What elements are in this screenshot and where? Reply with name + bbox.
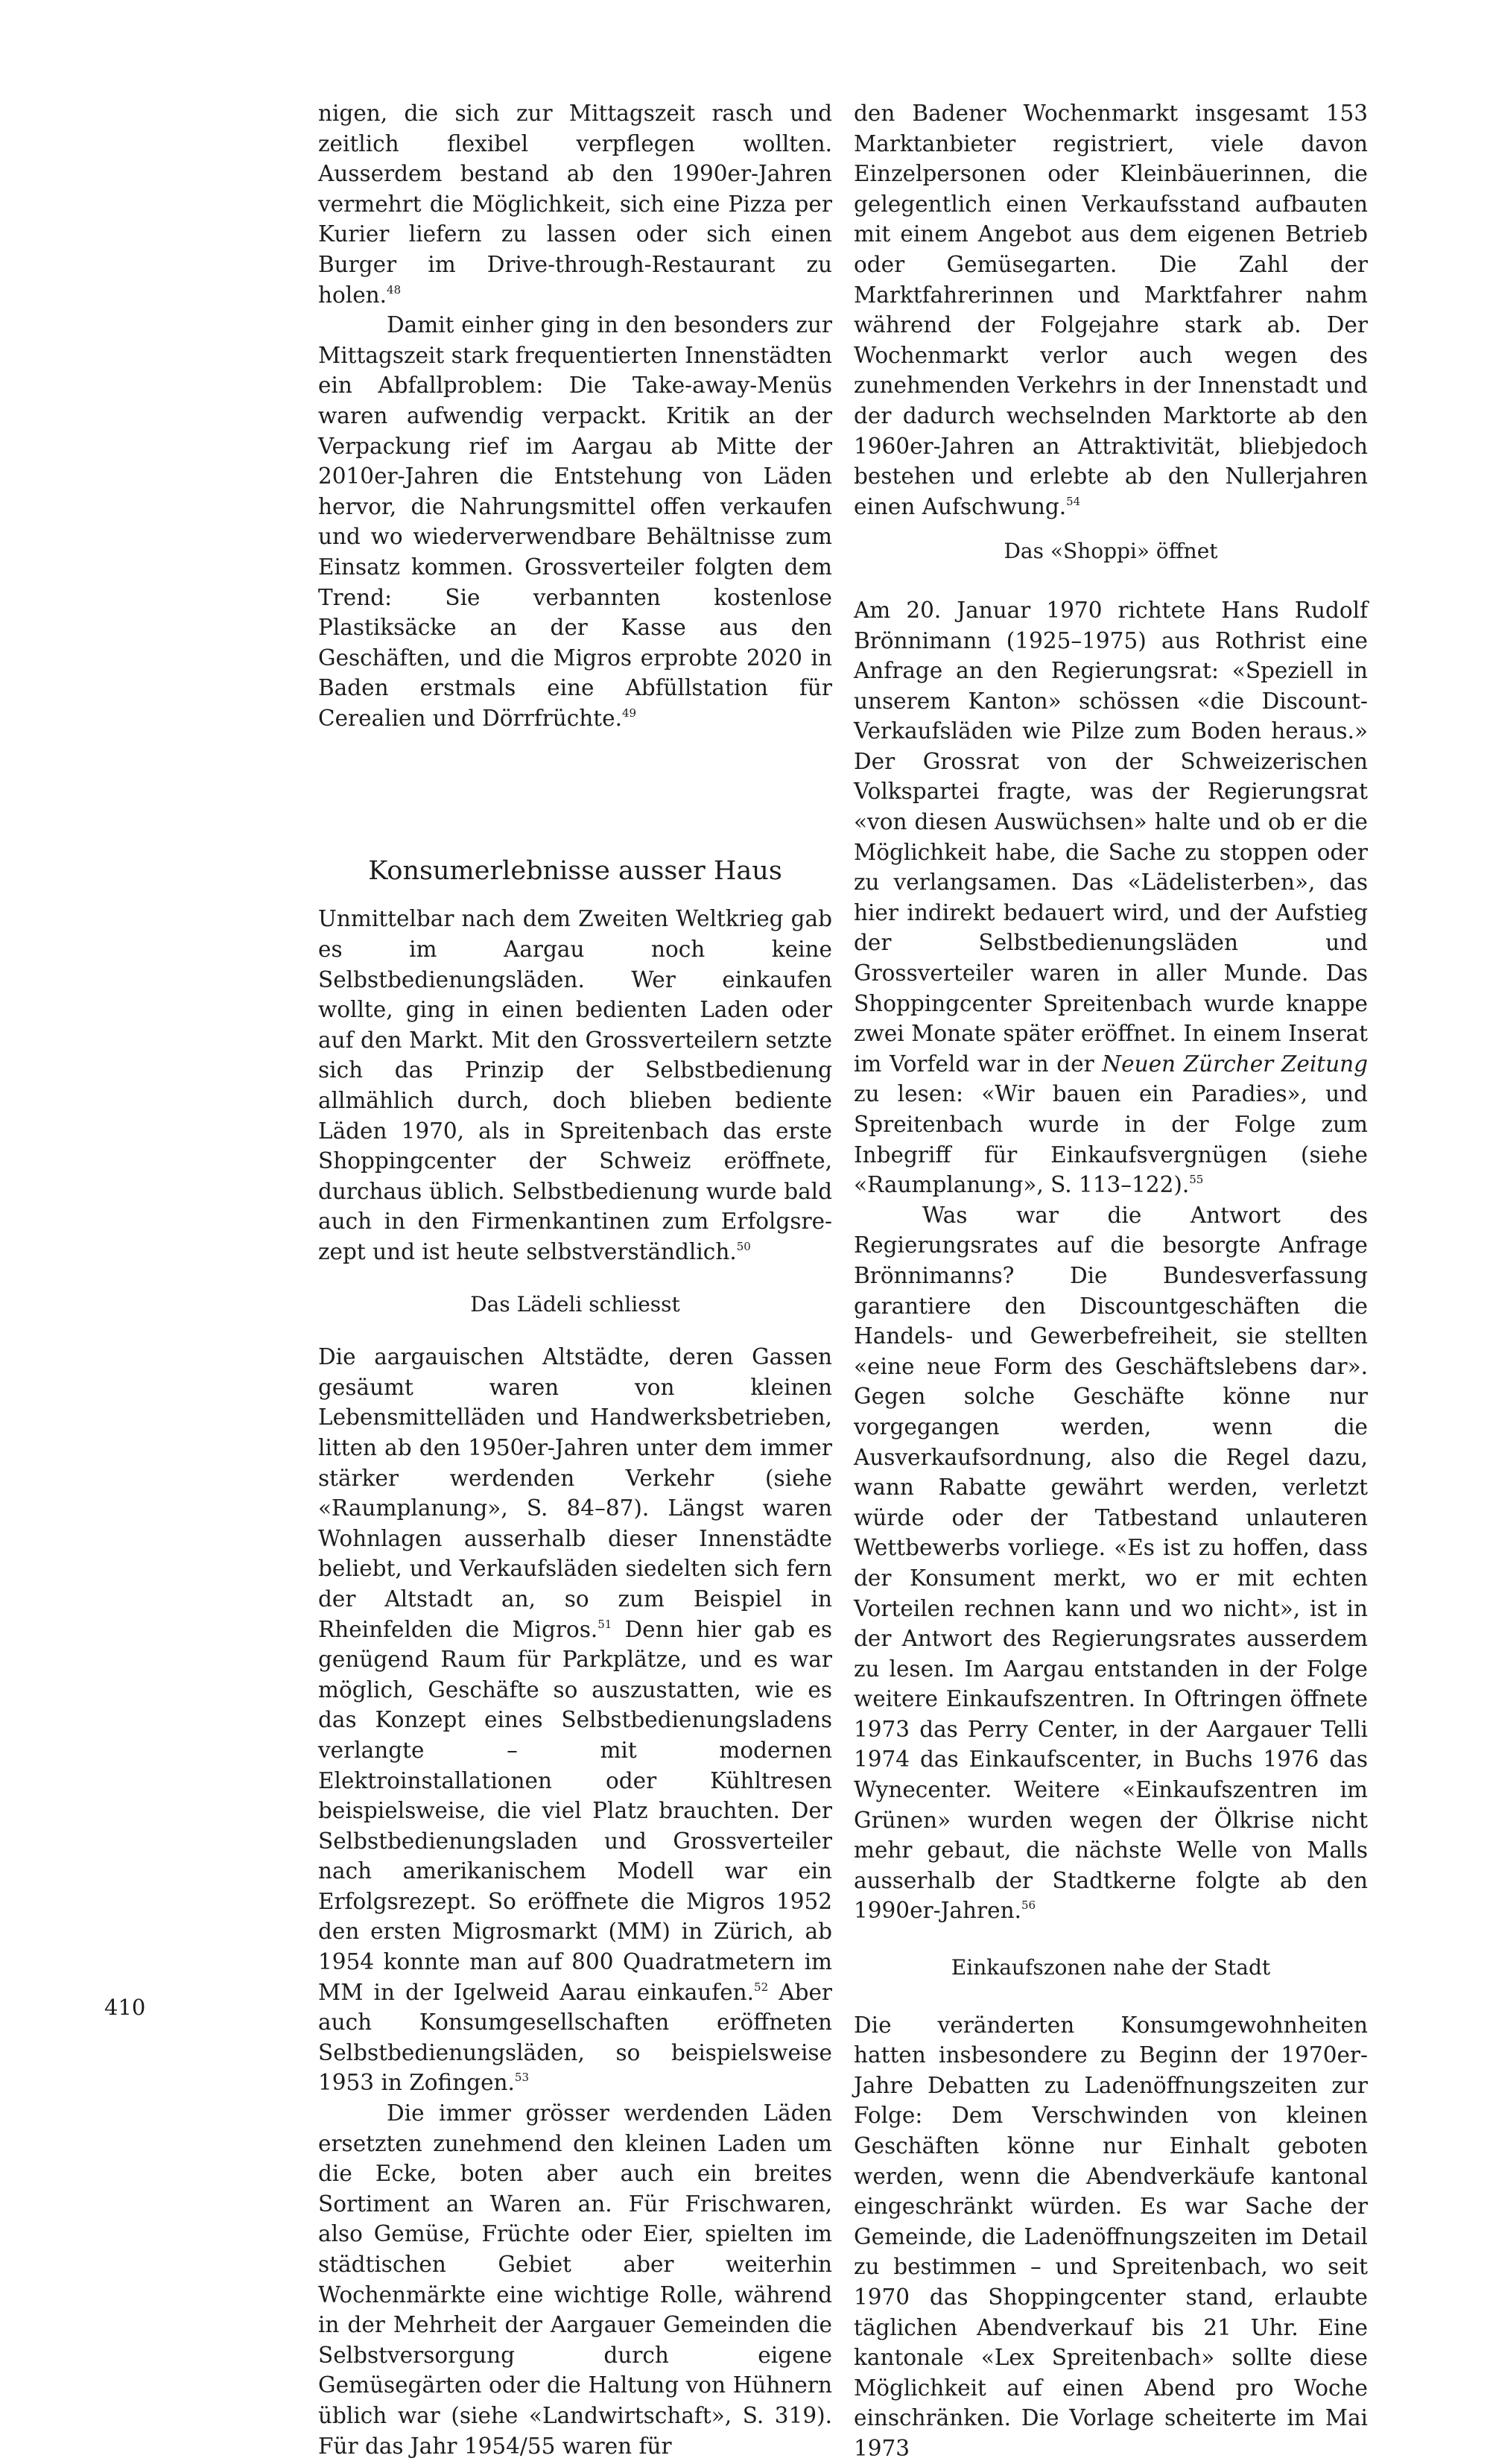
paragraph-opening-hours: Die veränderten Konsumgewohnheiten hatten insbesondere zu Beginn der 1970er-Jahre Debatten zu Ladenöffnungszeiten zur Folge: Dem Verschwinden von kleinen Geschäften könne nur Einhalt geboten werden, wenn die Abendverkäufe kantonal eingeschränkt würden. Es war Sache der Gemeinde, die Ladenöffnungszeiten im Detail zu bestimmen – und Spreitenbach, wo seit 1970 das Shoppingcenter stand, erlaubte täglichen Abendverkauf bis 21 Uhr. Eine kantonale «Lex Spreitenbach» sollte diese Möglichkeit auf einen Abend pro Woche einschränken. Die Vorlage scheiterte im Mai 1973 [854, 2012, 1368, 2461]
footnote-56: 56 [1021, 1898, 1036, 1913]
footnote-55: 55 [1189, 1173, 1204, 1187]
paragraph-intro-continued: nigen, die sich zur Mittagszeit rasch und zeitlich flexibel verpflegen wollten. Ausserdem bestand ab den 1990er-Jahren vermehrt die Möglichkeit, sich eine Pizza per Kurier liefern zu lassen oder sich einen Burger im Drive-through-Restaurant zu holen.$^{48}$ [318, 101, 832, 308]
paragraph-government-answer: Was war die Antwort des Regierungsrates auf die besorgte Anfrage Brönnimanns? Die Bundesverfassung garantiere den Discountgeschäften die Handels- und Gewerbefreiheit, sie stellten «eine neue Form des Geschäftslebens dar». Gegen solche Geschäfte könne nur vorgegangen werden, wenn die Ausverkaufsordnung, also die Regel dazu, wann Rabatte gewährt werden, verletzt würde oder der Tatbestand unlauteren Wettbewerbs vorliege. «Es ist zu hoffen, dass der Konsument merkt, wo er mit echten Vorteilen rechnen kann und wo nicht», ist in der Antwort des Regierungsrates ausserdem zu lesen. Im Aargau entstanden in der Folge weitere Einkaufszentren. In Oftringen öffnete 1973 das Perry Center, in der Aargauer Telli 1974 das Einkaufscenter, in Buchs 1976 das Wynecenter. Weitere «Einkaufszentren im Grünen» wurden wegen der Ölkrise nicht mehr gebaut, die nächste Welle von Malls ausserhalb der Stadtkerne folgte ab den 1990er-Jahren.$^{56}$ [854, 1202, 1368, 1924]
left-column [318, 98, 832, 2461]
footnote-51: 51 [597, 1617, 612, 1631]
subheading-shoppi: Das «Shoppi» öffnet [1004, 539, 1218, 564]
subheading-laedeli: Das Lädeli schliesst [470, 1291, 680, 1317]
footnote-49: 49 [622, 706, 637, 720]
subheading-shopping-zones: Einkaufszonen nahe der Stadt [951, 1955, 1271, 1980]
paragraph-waste-problem: Damit einher ging in den besonders zur Mittagszeit stark frequentierten Innenstädten ein Abfallproblem: Die Take-away-Menüs waren aufwendig verpackt. Kritik an der Verpackung rief im Aargau ab Mitte der 2010er-Jahren die Entstehung von Läden hervor, die Nahrungsmittel offen verkaufen und wo wiederverwendbare Behältnisse zum Einsatz kommen. Grossverteiler folgten dem Trend: Sie verbannten kostenlose Plastiksäcke an der Kasse aus den Geschäften, und die Migros erprobte 2020 in Baden erstmals eine Abfüllstation für Cerealien und Dörrfrüchte.$^{49}$ [318, 312, 832, 731]
right-column [854, 98, 1368, 2464]
footnote-53: 53 [514, 2071, 530, 2085]
footnote-52: 52 [754, 1980, 769, 1994]
paragraph-broennimann: Am 20. Januar 1970 richtete Hans Rudolf Brönnimann (1925–1975) aus Rothrist eine Anfrage an den Regierungsrat: «Speziell in unserem Kanton» schössen «die Discount-Verkaufsläden wie Pilze zum Boden heraus.» Der Grossrat von der Schweizerischen Volkspartei fragte, was der Regierungsrat «von diesen Auswüchsen» halte und ob er die Möglichkeit habe, die Sache zu stoppen oder zu verlangsamen. Das «Lädelisterben», das hier indirekt bedauert wird, und der Aufstieg der Selbstbedienungsläden und Grossverteiler waren in aller Munde. Das Shoppingcenter Spreitenbach wurde knappe zwei Monate später eröffnet. In einem Inserat im Vorfeld war in der Neuen Zürcher Zeitung zu lesen: «Wir bauen ein Paradies», und Spreitenbach wurde in der Folge zum Inbegriff für Einkaufsvergnügen (siehe «Raumplanung», S. 113–122).$^{55}$ [854, 597, 1368, 1198]
footnote-50: 50 [736, 1240, 751, 1253]
paragraph-old-towns: Die aargauischen Altstädte, deren Gassen gesäumt waren von kleinen Lebensmittelläden und Handwerksbetrieben, litten ab den 1950er-Jahren unter dem immer stärker werdenden Verkehr (siehe «Raumplanung», S. 84–87). Längst waren Wohnlagen ausserhalb dieser Innenstädte beliebt, und Verkaufsläden siedelten sich fern der Altstadt an, so zum Beispiel in Rheinfelden die Migros.$^{51}$ Denn hier gab es genügend Raum für Parkplätze, und es war möglich, Geschäfte so auszustatten, wie es das Konzept eines Selbstbedienungsladens verlangte – mit modernen Elektroinstallationen oder Kühltresen beispielsweise, die viel Platz brauchten. Der Selbstbedienungsladen und Grossverteiler nach amerikanischem Modell war ein Erfolgsrezept. So eröffnete die Migros 1952 den ersten Migrosmarkt (MM) in Zürich, ab 1954 konnte man auf 800 Quadratmetern im MM in der Igelweid Aarau einkaufen.$^{52}$ Aber auch Konsumgesellschaften eröffneten Selbstbedienungsläden, so beispielsweise 1953 in Zofingen.$^{53}$ [318, 1344, 833, 2096]
footnote-54: 54 [1066, 494, 1081, 508]
footnote-48: 48 [387, 282, 402, 297]
paragraph-self-service: Unmittelbar nach dem Zweiten Weltkrieg gab es im Aargau noch keine Selbstbedienungsläden. Wer einkaufen wollte, ging in einen bedienten Laden oder auf den Markt. Mit den Grossverteilern setzte sich das Prinzip der Selbstbedienung allmählich durch, doch blieben bediente Läden 1970, als in Spreitenbach das erste Shoppingcenter der Schweiz eröffnete, durchaus üblich. Selbstbedienung wurde bald auch in den Firmenkantinen zum Erfolgsrezept und ist heute selbstverständlich.$^{50}$ [318, 906, 832, 1264]
page-number: 410 [104, 1995, 146, 2020]
paragraph-weekly-markets: Die immer grösser werdenden Läden ersetzten zunehmend den kleinen Laden um die Ecke, boten aber auch ein breites Sortiment an Waren an. Für Frischwaren, also Gemüse, Früchte oder Eier, spielten im städtischen Gebiet aber weiterhin Wochenmärkte eine wichtige Rolle, während in der Mehrheit der Aargauer Gemeinden die Selbstversorgung durch eigene Gemüsegärten oder die Haltung von Hühnern üblich war (siehe «Landwirtschaft», S. 319). Für das Jahr 1954/55 waren für [318, 2100, 832, 2459]
paragraph-baden-market: den Badener Wochenmarkt insgesamt 153 Marktanbieter registriert, viele davon Einzelpersonen oder Kleinbäuerinnen, die gelegentlich einen Verkaufsstand aufbauten mit einem Angebot aus dem eigenen Betrieb oder Gemüsegarten. Die Zahl der Marktfahrerinnen und Marktfahrer nahm während der Folgejahre stark ab. Der Wochenmarkt verlor auch wegen des zunehmenden Verkehrs in der Innenstadt und der dadurch wechselnden Marktorte ab den 1960er-Jahren an Attraktivität, bliebjedoch bestehen und erlebte ab den Nullerjahren einen Aufschwung.$^{54}$ [854, 101, 1368, 519]
newspaper-title: Neuen Zürcher Zeitung [1102, 1051, 1368, 1077]
section-heading: Konsumerlebnisse ausser Haus [368, 856, 782, 887]
